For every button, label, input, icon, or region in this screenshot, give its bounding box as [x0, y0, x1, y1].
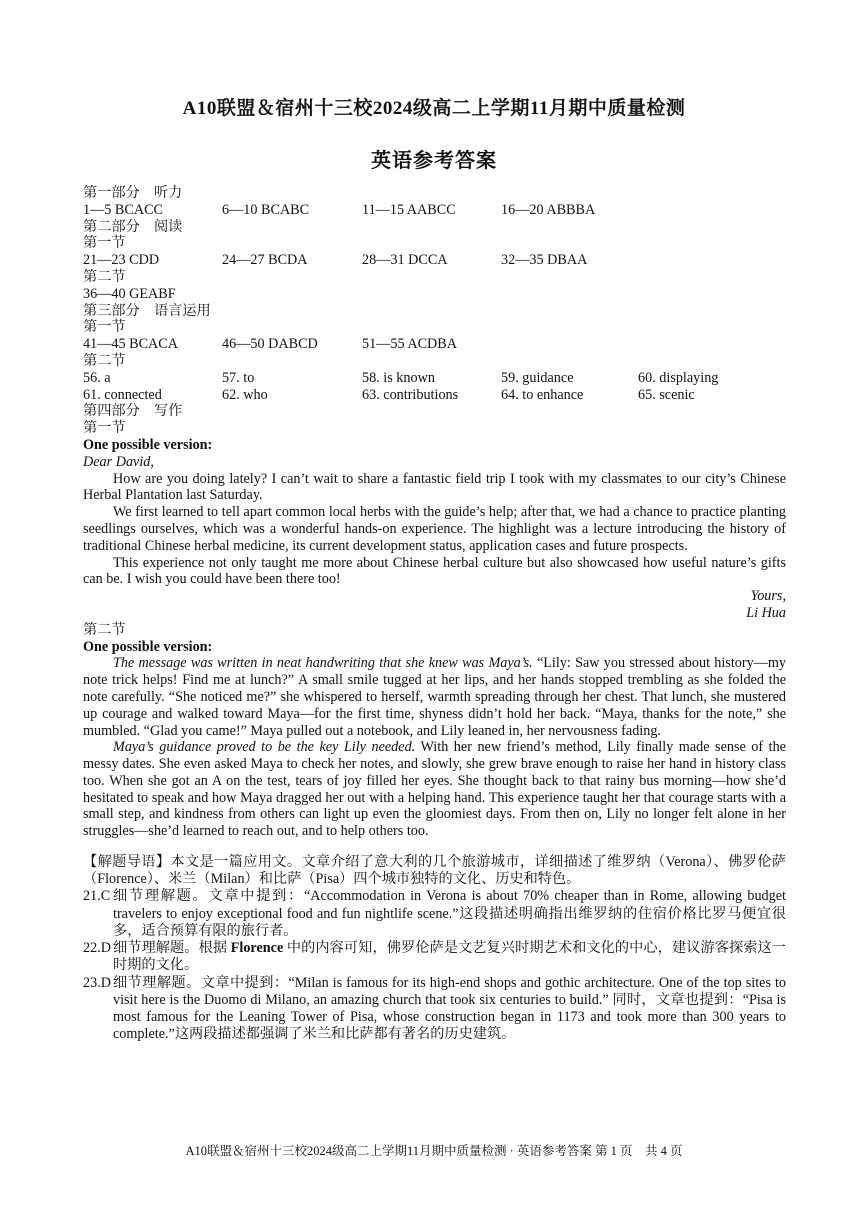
fill-answer: 63. contributions: [362, 386, 459, 403]
story-lead-sentence: Maya’s guidance proved to be the key Lily needed.: [113, 739, 416, 756]
story-lead-sentence: The message was written in neat handwriting that she knew was Maya’s.: [113, 655, 533, 672]
question-explanation: [83, 940, 786, 974]
part2-section2-label: 第二节: [83, 268, 126, 285]
answer-group: 36—40 GEABF: [83, 285, 176, 302]
explanation-text-part: 细节理解题。根据: [113, 940, 231, 957]
fill-answer: 65. scenic: [638, 386, 695, 403]
letter-paragraph: We first learned to tell apart common local herbs with the guide’s help; after that, we had a chance to practice planting seedlings ourselves, which was a wonderful hands-on experience. The highlight was a lecture introducing the history of traditional Chinese herbal medicine, its current development status, application cases and future prospects.: [83, 504, 786, 554]
letter-greeting: Dear David,: [83, 453, 154, 470]
solution-guide: [83, 854, 786, 1043]
answer-group: 6—10 BCABC: [222, 201, 310, 218]
part1-answers-row: [83, 202, 786, 219]
fill-answer: 56. a: [83, 369, 111, 386]
part3-section2-label: 第二节: [83, 352, 126, 369]
fill-answer: 60. displaying: [638, 369, 719, 386]
part1-heading: 第一部分 听力: [83, 185, 183, 201]
answer-group: 24—27 BCDA: [222, 252, 308, 269]
fill-answer: 58. is known: [362, 369, 435, 386]
question-number: 21.C: [83, 888, 111, 905]
fill-answer: 61. connected: [83, 386, 162, 403]
question-number: 22.D: [83, 940, 111, 957]
page-subtitle: 英语参考答案: [371, 150, 497, 172]
part4-section2-label: 第二节: [83, 621, 126, 638]
answer-group: 46—50 DABCD: [222, 336, 318, 353]
fill-answer: 62. who: [222, 386, 268, 403]
answer-group: 28—31 DCCA: [362, 252, 448, 269]
part3-section1-answers: [83, 336, 786, 353]
letter-paragraph: How are you doing lately? I can’t wait to share a fantastic field trip I took with my classmates to our city’s Chinese Herbal Plantation last Saturday.: [83, 470, 786, 504]
story-text: “Lily: Saw you stressed about history—my note trick helps! Find me at lunch?” A small smile tugged at her lips, and her hands stopped trembling as she folded the note carefully. “She noticed me?” she whispered to herself, warmth spreading through her chest. That lunch, she mustered up courage and walked toward Maya—for the first time, shyness didn’t hold her back. “Maya, thanks for the note,” she mumbled. “Glad you came!” Maya pulled out a notebook, and Lily leaned in, her nervousness fading.: [83, 655, 786, 739]
answer-group: 41—45 BCACA: [83, 336, 178, 353]
fill-answer: 64. to enhance: [501, 386, 584, 403]
letter-paragraph: This experience not only taught me more about Chinese herbal culture but also showcased how useful nature’s gifts can be. I wish you could have been there too!: [83, 554, 786, 588]
explanation-text: 细节理解题。文章中提到：“Milan is famous for its high-end shops and gothic architecture. One of the top sites to visit here is the Duomo di Milano, an amazing church that took six centuries to build.” 同时，文章也提到：“Pisa is most famous for the Leaning Tower of Pisa, whose construction began in 1173 and took more than 300 years to complete.”这两段描述都强调了米兰和比萨都有著名的历史建筑。: [113, 974, 786, 1043]
part3-heading: 第三部分 语言运用: [83, 302, 211, 319]
answer-group: 11—15 AABCC: [362, 201, 456, 218]
guide-intro: 【解题导语】本文是一篇应用文。文章介绍了意大利的几个旅游城市，详细描述了维罗纳（Verona）、佛罗伦萨（Florence）、米兰（Milan）和比萨（Pisa）四个城市独特的文化、历史和特色。: [83, 854, 786, 888]
answer-group: 16—20 ABBBA: [501, 201, 596, 218]
question-explanation: [83, 888, 786, 940]
version-label: One possible version:: [83, 436, 213, 453]
part2-heading: 第二部分 阅读: [83, 218, 183, 235]
part2-section2-answers: [83, 286, 786, 303]
explanation-keyword: Florence: [230, 940, 284, 957]
explanation-text: [113, 940, 786, 974]
letter-signature: Li Hua: [746, 604, 786, 621]
page-footer: A10联盟＆宿州十三校2024级高二上学期11月期中质量检测 · 英语参考答案 第 1 页 共 4 页: [185, 1144, 683, 1158]
explanation-text: 细节理解题。文章中提到：“Accommodation in Verona is about 70% cheaper than in Rome, allowing budget travelers to enjoy exceptional food and fun nightlife scene.”这段描述明确指出维罗纳的住宿价格比罗马便宜很多，适合预算有限的旅行者。: [113, 888, 786, 939]
part3-section1-label: 第一节: [83, 319, 126, 336]
part2-section1-label: 第一节: [83, 235, 126, 252]
explanation-text-part: 中的内容可知，佛罗伦萨是文艺复兴时期艺术和文化的中心，建议游客探索这一时期的文化。: [113, 940, 786, 974]
answer-group: 51—55 ACDBA: [362, 336, 457, 353]
question-number: 23.D: [83, 974, 111, 991]
part3-section2-row2: [83, 387, 786, 404]
question-explanation: [83, 975, 786, 1044]
story-text: With her new friend’s method, Lily finally made sense of the messy dates. She even asked Maya to check her notes, and slowly, she grew brave enough to raise her hand in history class too. When she got an A on the test, tears of joy filled her eyes. She thought back to that rainy bus morning—how she’d hesitated to speak and how Maya dragged her out with a helping hand. This experience taught her that courage starts with a small step, and kindness from others can light up even the gloomiest days. From then on, Lily no longer felt alone in her struggles—she’d learned to reach out, and to help others too.: [83, 739, 786, 840]
part4-heading: 第四部分 写作: [83, 403, 183, 420]
answer-content: [83, 185, 786, 1043]
story-paragraph: [83, 739, 786, 840]
answer-group: 32—35 DBAA: [501, 252, 588, 269]
fill-answer: 59. guidance: [501, 369, 574, 386]
fill-answer: 57. to: [222, 369, 255, 386]
part2-section1-answers: [83, 252, 786, 269]
letter-closing: Yours,: [750, 588, 786, 605]
version-label: One possible version:: [83, 638, 213, 655]
story-paragraph: [83, 655, 786, 739]
answer-group: 1—5 BCACC: [83, 201, 164, 218]
part4-section1-label: 第一节: [83, 420, 126, 437]
answer-group: 21—23 CDD: [83, 252, 160, 269]
page-title: A10联盟＆宿州十三校2024级高二上学期11月期中质量检测: [182, 98, 686, 119]
part3-section2-row1: [83, 370, 786, 387]
